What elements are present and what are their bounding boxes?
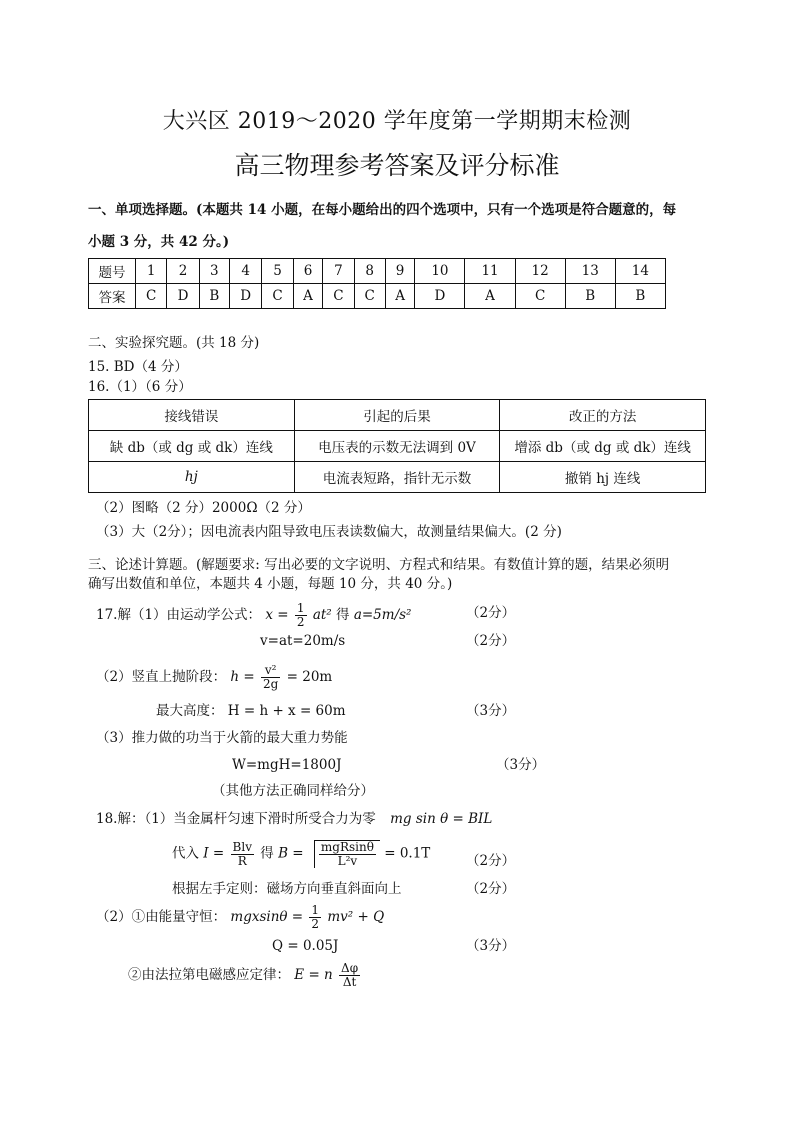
q18-line2	[172, 840, 430, 868]
q16-part2: （2）图略（2 分）2000Ω（2 分）	[96, 500, 311, 516]
table-cell: A	[385, 284, 415, 309]
table-cell: hj	[89, 462, 295, 493]
table-cell: 11	[465, 259, 515, 284]
q17-eq: =	[277, 607, 289, 623]
table-cell: 7	[323, 259, 354, 284]
table-cell: 12	[515, 259, 565, 284]
table-cell: A	[293, 284, 323, 309]
fraction-numerator: Δφ	[341, 961, 359, 975]
table-cell: C	[262, 284, 293, 309]
q18-I: I =	[203, 845, 225, 862]
table-cell: 增添 db（或 dg 或 dk）连线	[500, 431, 706, 462]
document-title: 大兴区 2019～2020 学年度第一学期期末检测	[162, 109, 632, 134]
q18-energy-lhs: mgxsinθ =	[230, 909, 304, 925]
q18-line5: Q = 0.05J	[272, 938, 339, 954]
column-header: 接线错误	[89, 400, 295, 431]
q16-part3: （3）大（2分）；因电流表内阻导致电压表读数偏大，故测量结果偏大。(2 分)	[96, 524, 562, 540]
table-cell: 8	[354, 259, 385, 284]
table-cell: C	[136, 284, 167, 309]
table-row	[89, 284, 666, 309]
section3-heading-line1: 三、论述计算题。(解题要求: 写出必要的文字说明、方程式和结果。有数值计算的题，结果必须明	[88, 557, 670, 573]
table-cell: 9	[385, 259, 415, 284]
q18-line6	[128, 962, 362, 989]
table-cell: 缺 db（或 dg 或 dk）连线	[89, 431, 295, 462]
table-cell: 1	[136, 259, 167, 284]
table-cell: 电压表的示数无法调到 0V	[294, 431, 500, 462]
table-cell: 5	[262, 259, 293, 284]
q18-line3-score: （2分）	[466, 881, 516, 897]
table-cell: 2	[167, 259, 200, 284]
fraction-denominator: Δt	[342, 975, 357, 989]
q18-line6-prefix: ②由法拉第电磁感应定律：	[128, 967, 290, 983]
q17-line3-prefix: （2）竖直上抛阶段：	[96, 669, 227, 685]
section3-heading-line2: 确写出数值和单位，本题共 4 小题，每题 10 分，共 40 分。)	[88, 576, 453, 592]
q18-B: B =	[278, 845, 304, 862]
table-cell: D	[167, 284, 200, 309]
q17-line5: （3）推力做的功当于火箭的最大重力势能	[96, 730, 348, 746]
q18-substitute: 代入	[172, 845, 199, 862]
table-row	[89, 400, 706, 431]
table-cell: C	[323, 284, 354, 309]
table-row	[89, 431, 706, 462]
q17-line1	[96, 602, 411, 629]
q17-h: h	[230, 669, 240, 685]
q18-energy-rhs: mv² + Q	[327, 909, 385, 925]
table-cell: D	[229, 284, 262, 309]
q18-B-result: = 0.1T	[384, 845, 431, 862]
q17-eq2: =	[243, 669, 255, 685]
column-header: 改正的方法	[500, 400, 706, 431]
section1-heading-line2: 小题 3 分，共 42 分。)	[88, 234, 230, 250]
row-label-answer: 答案	[89, 284, 136, 309]
table-cell: D	[415, 284, 465, 309]
table-cell: C	[515, 284, 565, 309]
q18-line3: 根据左手定则：磁场方向垂直斜面向上	[172, 881, 402, 897]
q18-force-eq: mg sin θ = BIL	[390, 811, 493, 827]
fraction-numerator: mgRsinθ	[320, 840, 374, 854]
q17-at: at²	[312, 607, 332, 623]
q16-label: 16.（1）（6 分）	[88, 379, 192, 395]
q17-a-result: a=5m/s²	[353, 607, 412, 623]
q18-line1-prefix: 18.解：（1）当金属杆匀速下滑时所受合力为零	[96, 811, 376, 827]
row-label-number: 题号	[89, 259, 136, 284]
table-row	[89, 462, 706, 493]
q18-E: E = n	[294, 967, 333, 983]
fraction-denominator: R	[237, 853, 247, 868]
fraction-denominator: 2	[296, 615, 305, 629]
fraction	[319, 841, 376, 868]
fraction-numerator: v²	[261, 664, 280, 678]
table-cell: B	[615, 284, 665, 309]
table-cell: 4	[229, 259, 262, 284]
fraction	[295, 602, 307, 629]
table-cell: B	[199, 284, 229, 309]
fraction-numerator: Blv	[232, 839, 252, 854]
q17-line2-score: （2分）	[466, 633, 516, 649]
fraction-denominator: 2	[311, 917, 320, 931]
q17-line6: W=mgH=1800J	[232, 757, 342, 773]
table-cell: B	[565, 284, 615, 309]
q17-line3	[96, 664, 332, 691]
section2-heading: 二、实验探究题。(共 18 分)	[88, 335, 260, 351]
table-cell: 3	[199, 259, 229, 284]
table-cell: 13	[565, 259, 615, 284]
q17-line7: （其他方法正确同样给分）	[212, 783, 374, 799]
q17-line4: 最大高度： H = h + x = 60m	[156, 703, 346, 719]
fraction-denominator: 2g	[263, 677, 279, 691]
q18-line4-prefix: （2）①由能量守恒：	[96, 909, 227, 925]
table-cell: 撤销 hj 连线	[500, 462, 706, 493]
wiring-fix-table	[88, 399, 706, 493]
fraction-numerator: 1	[311, 903, 320, 917]
q17-line1-prefix: 17.解（1）由运动学公式：	[96, 607, 262, 623]
table-cell: 6	[293, 259, 323, 284]
fraction	[261, 664, 280, 691]
q18-line1	[96, 810, 492, 828]
q18-line2-score: （2分）	[466, 853, 516, 869]
document-subtitle: 高三物理参考答案及评分标准	[234, 151, 560, 180]
q18-line4	[96, 904, 384, 931]
q17-line6-score: （3分）	[496, 757, 546, 773]
q15-answer: 15. BD（4 分）	[88, 359, 188, 375]
table-cell: C	[354, 284, 385, 309]
table-cell: A	[465, 284, 515, 309]
q17-line1-score: （2分）	[466, 605, 516, 621]
sqrt-sign	[314, 840, 380, 868]
q17-h-result: = 20m	[286, 669, 333, 685]
answer-table	[88, 258, 666, 309]
table-row	[89, 259, 666, 284]
fraction-denominator: L²v	[337, 854, 358, 868]
fraction	[231, 841, 254, 868]
q17-x: x	[265, 607, 273, 623]
q18-line5-score: （3分）	[466, 938, 516, 954]
table-cell: 10	[415, 259, 465, 284]
q17-line4-score: （3分）	[466, 703, 516, 719]
fraction	[339, 962, 360, 989]
column-header: 引起的后果	[294, 400, 500, 431]
q17-line2: v=at=20m/s	[260, 633, 346, 649]
fraction	[309, 904, 321, 931]
q18-mid: 得	[260, 845, 274, 862]
table-cell: 14	[615, 259, 665, 284]
fraction-numerator: 1	[296, 601, 305, 615]
q17-mid: 得	[336, 607, 350, 623]
section1-heading-line1: 一、单项选择题。(本题共 14 小题，在每小题给出的四个选项中，只有一个选项是符合题意的，每	[88, 202, 677, 218]
table-cell: 电流表短路，指针无示数	[294, 462, 500, 493]
